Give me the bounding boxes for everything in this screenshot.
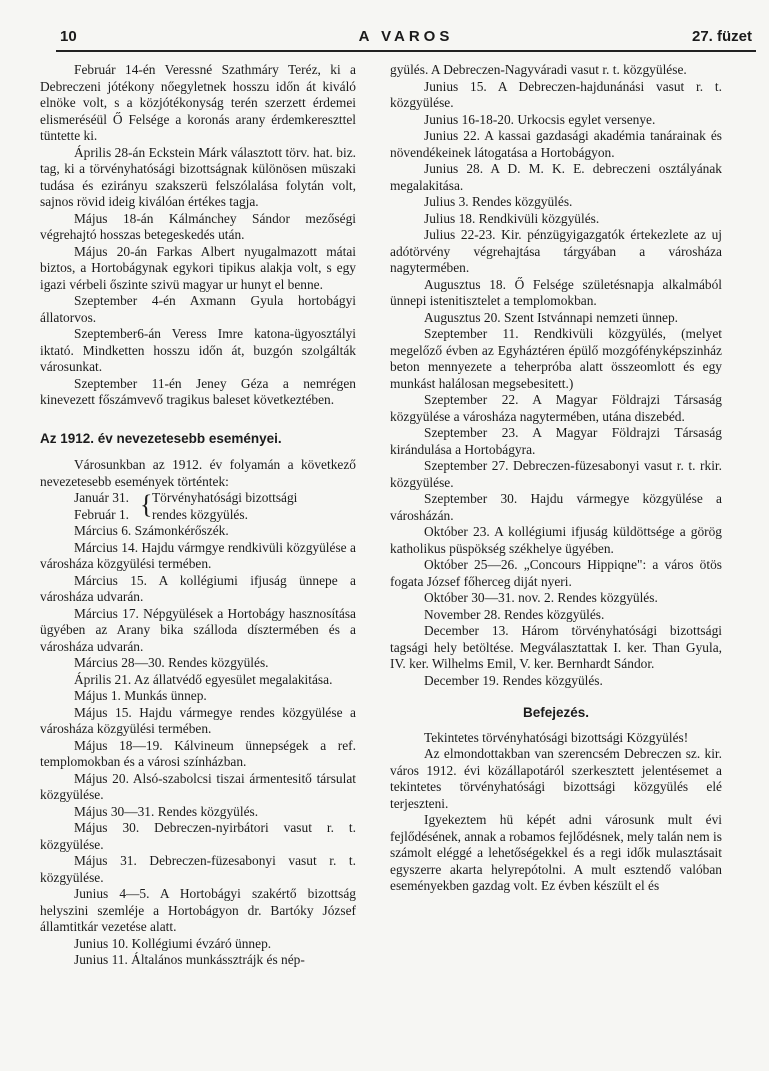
paragraph: Szeptember 11-én Jeney Géza a nemrégen kinevezett főszámvevő tragikus baleset következtében. (40, 375, 356, 407)
paragraph: Május 18-án Kálmánchey Sándor mezőségi végrehajtó hosszas betegeskedés után. (40, 210, 356, 242)
brace-group (74, 490, 356, 523)
paragraph: Március 6. Számonkérőszék. (74, 523, 229, 538)
paragraph: Március 14. Hajdu vármgye rendkivüli közgyülése a városháza közgyülési termében. (40, 539, 356, 571)
brace-dates (74, 490, 140, 523)
paragraph: November 28. Rendes közgyülés. (424, 606, 605, 622)
paragraph: Szeptember 30. Hajdu vármegye közgyülése a városházán. (390, 491, 722, 523)
paragraph: Április 21. Az állatvédő egyesület megalakitása. (74, 671, 333, 687)
paragraph: Szeptember 11. Rendkivüli közgyülés, (melyet megelőző évben az Egyháztéren épülő mozgófényképszinház beton mennyezete a teherpróba alatt összeomlott és egy munkást halálosan megsebesitett.) (390, 326, 722, 391)
paragraph: Május 18—19. Kálvineum ünnepségek a ref. templomokban és a városi színházban. (40, 737, 356, 769)
paragraph: gyülés. A Debreczen-Nagyváradi vasut r. t. közgyülése. (390, 62, 687, 77)
paragraph: Junius 10. Kollégiumi évzáró ünnep. (74, 935, 272, 951)
paragraph: Városunkban az 1912. év folyamán a következő nevezetesebb események történtek: (40, 457, 356, 489)
paragraph: Május 31. Debreczen-füzesabonyi vasut r. t. közgyülése. (40, 853, 356, 885)
paragraph: Szeptember 22. A Magyar Földrajzi Társaság közgyülése a városháza nagytermében, utána diszebéd. (390, 392, 722, 424)
paragraph: Junius 16-18-20. Urkocsis egylet versenye. (424, 111, 656, 127)
paragraph: Junius 4—5. A Hortobágyi szakértő bizottság helyszini szemléje a Hortobágyon dr. Bartóky József államtitkár vezetése alatt. (40, 886, 356, 934)
left-column (40, 62, 356, 969)
paragraph: Augusztus 18. Ő Felsége születésnapja alkalmából ünnepi istenitisztelet a templomokban. (390, 276, 722, 308)
paragraph: Augusztus 20. Szent Istvánnapi nemzeti ünnep. (424, 309, 678, 325)
paragraph: Junius 15. A Debreczen-hajdunánási vasut r. t. közgyülése. (390, 78, 722, 110)
page-number: 10 (60, 28, 77, 45)
paragraph: Május 30. Debreczen-nyirbátori vasut r. t. közgyülése. (40, 820, 356, 852)
paragraph: Május 1. Munkás ünnep. (74, 688, 207, 703)
paragraph: Október 25—26. „Concours Hippiqne": a város ötös fogata József főherceg diját nyeri. (390, 557, 722, 589)
paragraph: Szeptember 27. Debreczen-füzesabonyi vasut r. t. rkir. közgyülése. (390, 458, 722, 490)
paragraph: Május 30—31. Rendes közgyülés. (74, 803, 259, 819)
paragraph: Szeptember6-án Veress Imre katona-ügyosztályi iktató. Mindketten hosszu időn át, buzgón szolgálták városunkat. (40, 326, 356, 374)
section-heading: Az 1912. év nevezetesebb eseményei. (40, 430, 282, 446)
line: Törvényhatósági bizottsági (152, 490, 298, 505)
paragraph: Junius 28. A D. M. K. E. debreczeni osztályának megalakitása. (390, 161, 722, 193)
section-heading: Befejezés. (522, 705, 590, 720)
paragraph: Május 15. Hajdu vármegye rendes közgyülése a városháza közgyülési termében. (40, 704, 356, 736)
date: Január 31. (74, 490, 130, 505)
paragraph: Október 30—31. nov. 2. Rendes közgyülés. (424, 590, 658, 605)
paragraph: Junius 22. A kassai gazdasági akadémia tanárainak és növendékeinek látogatása a Hortobágyon. (390, 128, 722, 160)
paragraph: Március 28—30. Rendes közgyülés. (74, 655, 269, 670)
brace-text (152, 490, 356, 523)
page-header (56, 24, 756, 52)
paragraph: Március 17. Népgyülések a Hortobágy hasznosítása ügyében az Arany bika szálloda dísztermében és a városháza udvarán. (40, 605, 356, 654)
paragraph: December 13. Három törvényhatósági bizottsági tagsági hely betöltése. Megválasztattak I. ker. Than Gyula, IV. ker. Wilhelms Emil, V. ker. Bernhardt Sándor. (390, 623, 722, 671)
paragraph: Az elmondottakban van szerencsém Debreczen sz. kir. város 1912. évi közállapotáról szerkesztett jelentésemet a tekintetes törvényhatósági bizottsági közgyülés elé terjeszteni. (390, 746, 722, 811)
paragraph: Julius 18. Rendkivüli közgyülés. (424, 210, 600, 226)
paragraph: Május 20-án Farkas Albert nyugalmazott mátai biztos, a Hortobágynak egykori tipikus alakja volt, s egy igazi vérbeli őszinte szivü magyar ur hunyt el benne. (40, 243, 356, 292)
date: Február 1. (74, 506, 130, 522)
paragraph: Junius 11. Általános munkássztrájk és nép- (74, 952, 305, 967)
paragraph: Március 15. A kollégiumi ifjuság ünnepe a városháza udvarán. (40, 572, 356, 604)
paragraph: Szeptember 4-én Axmann Gyula hortobágyi állatorvos. (40, 293, 356, 325)
paragraph: Julius 22-23. Kir. pénzügyigazgatók értekezlete az uj adótörvény végrehajtása tárgyában a városháza nagytermében. (390, 227, 722, 275)
paragraph: Tekintetes törvényhatósági bizottsági Közgyülés! (424, 729, 689, 745)
line: rendes közgyülés. (152, 506, 248, 522)
issue-label: 27. füzet (691, 28, 752, 45)
paragraph: Október 23. A kollégiumi ifjuság küldöttsége a görög katholikus püspökség székhelye ügyében. (390, 524, 722, 556)
right-column (390, 62, 722, 895)
paragraph: Február 14-én Veressné Szathmáry Teréz, ki a Debreczeni jótékony nőegyletnek hosszu időn át kiváló elnöke volt, s a közjótékonyság terén szerzett érdemei elismeréséül Ő Felsége a koronás arany érdemkereszttel tüntette ki. (40, 62, 356, 143)
paragraph: Május 20. Alsó-szabolcsi tiszai ármentesitő társulat közgyülése. (40, 770, 356, 802)
publication-title: A VAROS (358, 28, 454, 45)
paragraph: Igyekeztem hü képét adni városunk mult évi fejlődésének, annak a robamos fejlődésnek, mely talán nem is számolt eléggé a lehetőségekkel és a regi idők mulasztásait egyszerre akarta helyrepótolni. A mult esztendő valóban eseményekben gazdag volt. Ez évben készült el és (390, 812, 722, 893)
paragraph: Szeptember 23. A Magyar Földrajzi Társaság kirándulása a Hortobágyra. (390, 425, 722, 457)
paragraph: Julius 3. Rendes közgyülés. (424, 194, 573, 209)
brace-glyph: { (140, 490, 153, 519)
paragraph: Április 28-án Eckstein Márk választott törv. hat. biz. tag, ki a törvényhatósági bizottságnak különösen müszaki tudása és ezirányu szakszerü felszólalása folytán volt, sajnos rövid ideig kiválóan értékes tagja. (40, 144, 356, 209)
paragraph: December 19. Rendes közgyülés. (424, 672, 603, 688)
